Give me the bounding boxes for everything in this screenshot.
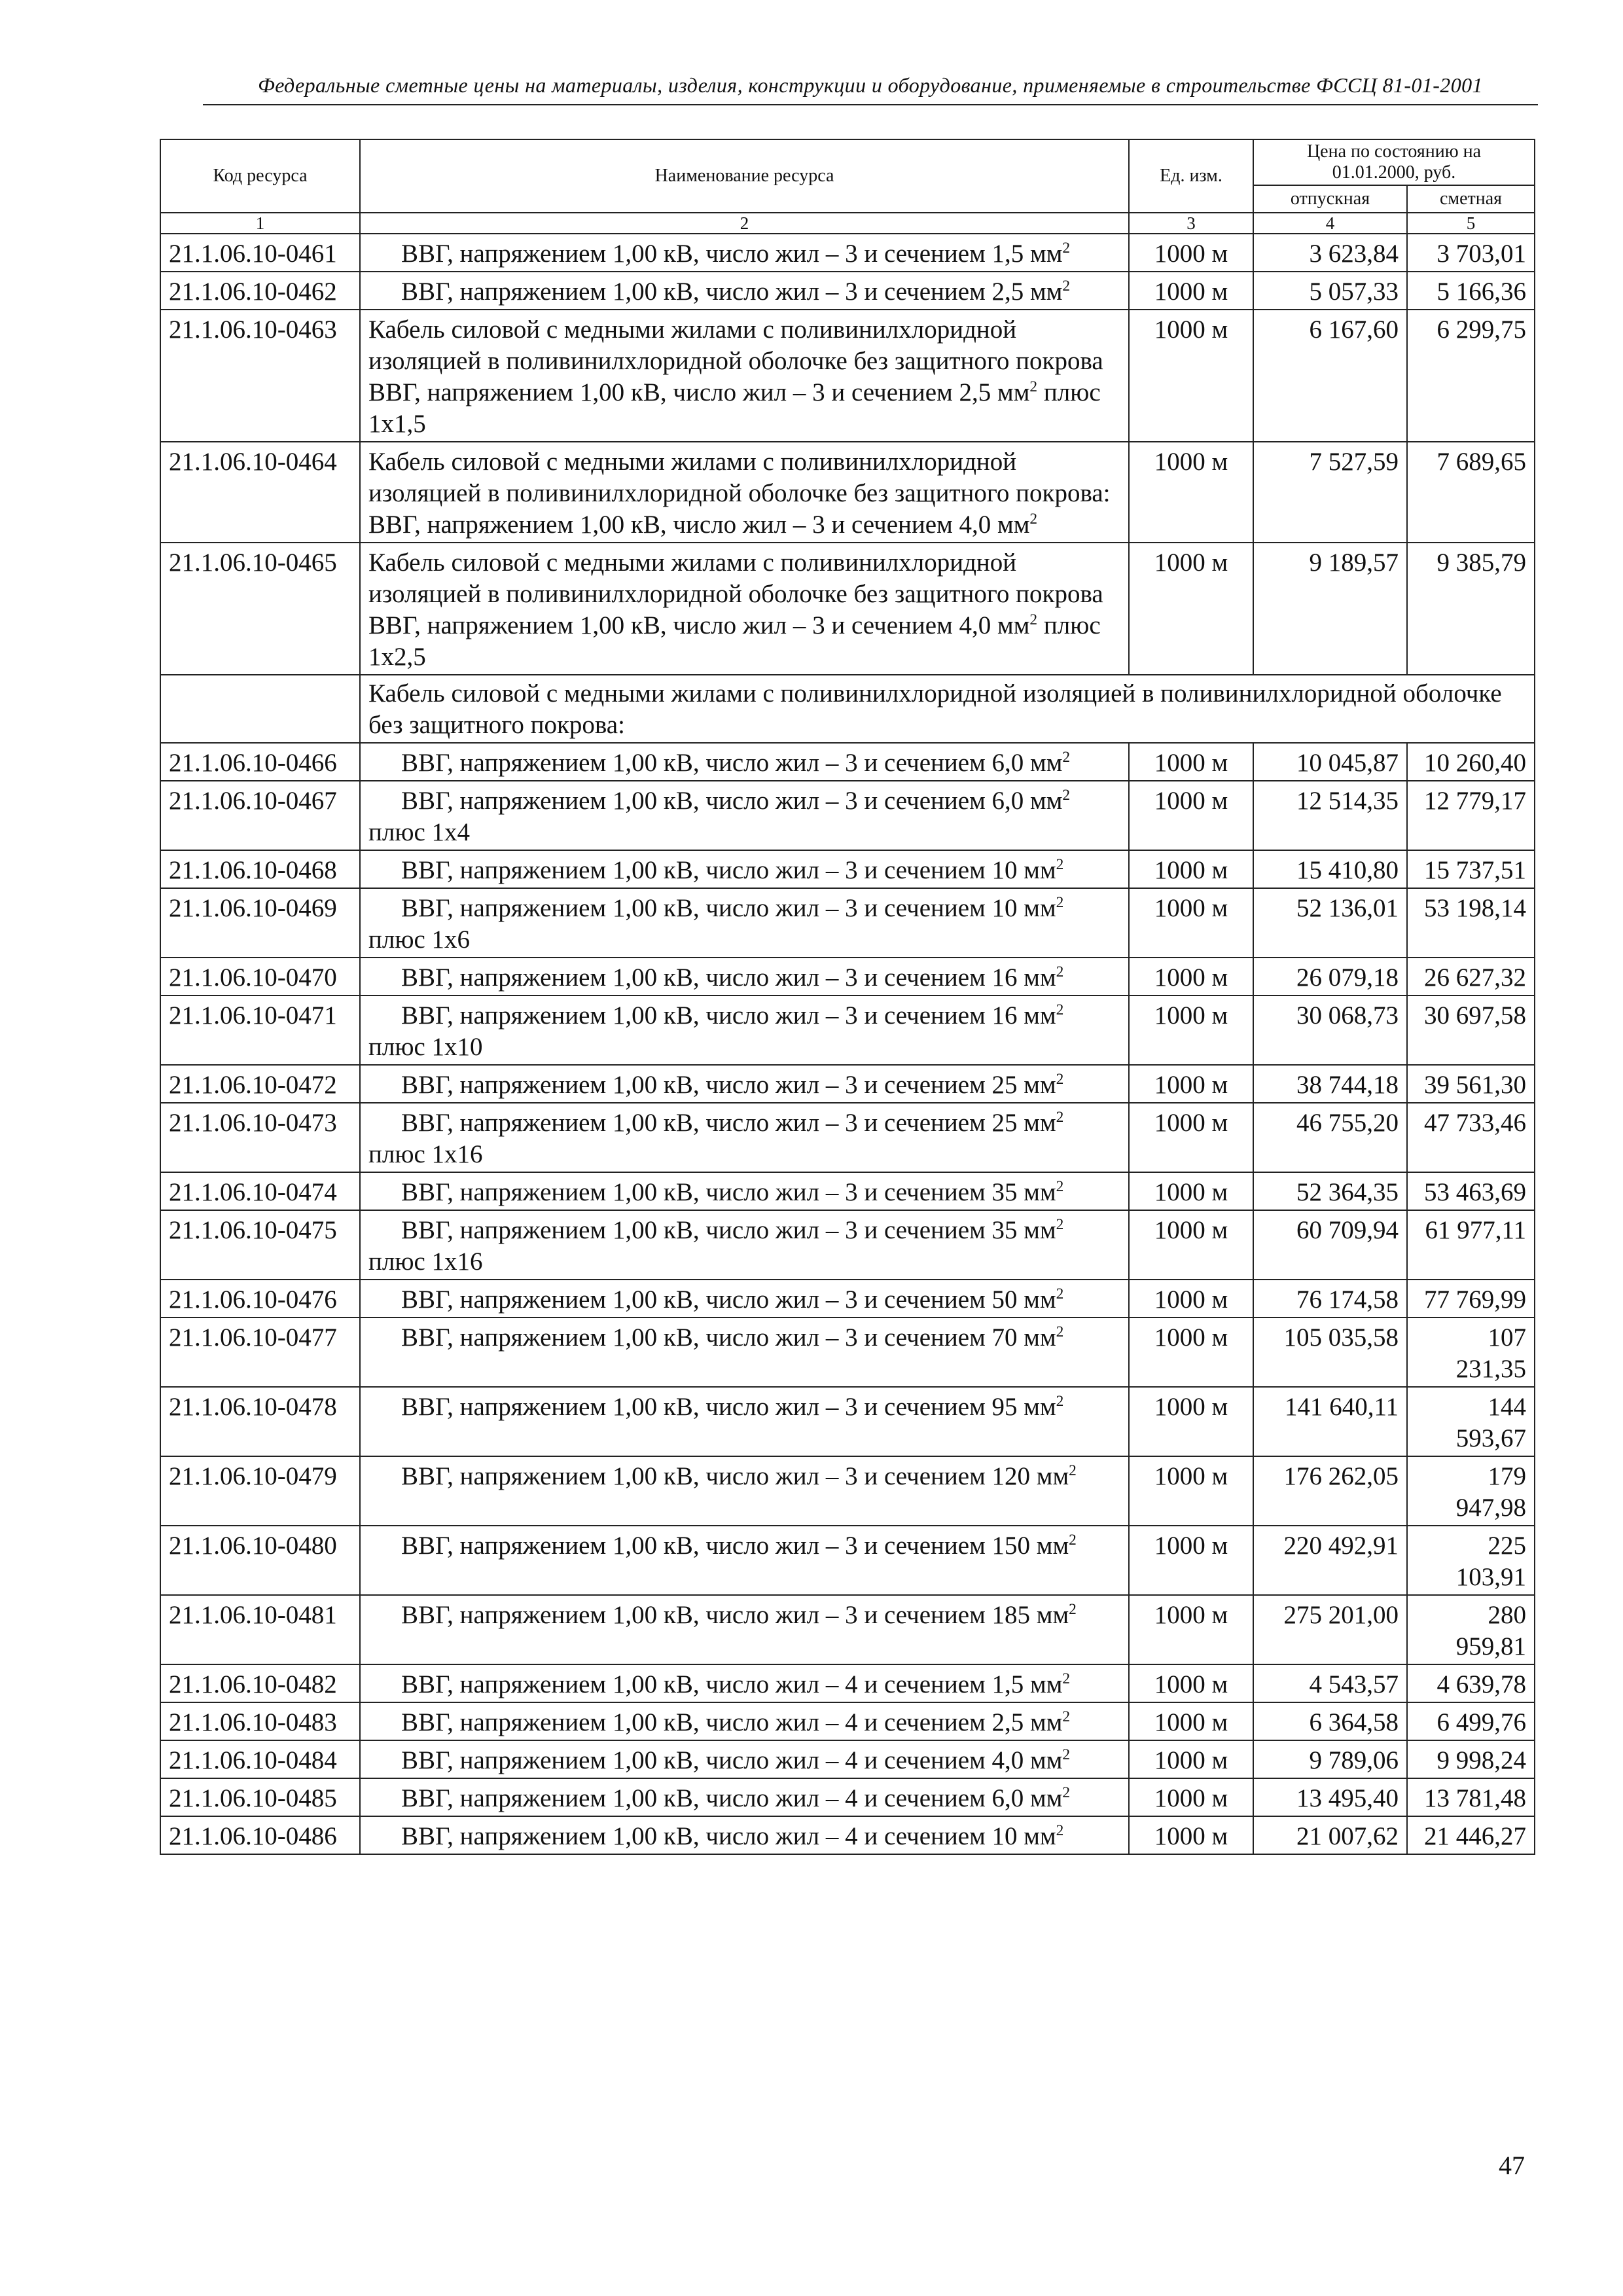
resource-name-cell (360, 958, 1129, 996)
table-body (160, 234, 1535, 1854)
column-number: 1 (160, 213, 360, 234)
resource-name-cell (360, 1816, 1129, 1854)
resource-name-suffix: плюс 1х10 (368, 1033, 483, 1061)
resource-name: ВВГ, напряжением 1,00 кВ, число жил – 3 и сечением 185 мм (401, 1601, 1069, 1629)
resource-code: 21.1.06.10-0483 (160, 1702, 360, 1740)
resource-name: Кабель силовой с медными жилами с поливинилхлоридной изоляцией в поливинилхлоридной оболочке без защитного покрова: ВВГ, напряжением 1,00 кВ, число жил – 3 и сечением 4,0 мм (368, 448, 1111, 539)
unit-of-measure: 1000 м (1129, 234, 1253, 272)
column-number: 4 (1253, 213, 1407, 234)
table-row (160, 958, 1535, 996)
estimate-price: 26 627,32 (1407, 958, 1535, 996)
estimate-price: 7 689,65 (1407, 442, 1535, 543)
resource-name: ВВГ, напряжением 1,00 кВ, число жил – 3 и сечением 10 мм (401, 856, 1056, 884)
unit-exponent: 2 (1056, 1393, 1064, 1410)
resource-name: ВВГ, напряжением 1,00 кВ, число жил – 3 и сечением 95 мм (401, 1393, 1056, 1421)
resource-name-cell (360, 1172, 1129, 1210)
resource-code: 21.1.06.10-0485 (160, 1778, 360, 1816)
resource-code: 21.1.06.10-0477 (160, 1318, 360, 1387)
unit-exponent: 2 (1062, 1670, 1071, 1687)
resource-name-suffix: плюс 1х1,5 (368, 378, 1101, 438)
unit-of-measure: 1000 м (1129, 1065, 1253, 1103)
estimate-price: 107 231,35 (1407, 1318, 1535, 1387)
resource-name-cell (360, 1526, 1129, 1595)
column-number: 2 (360, 213, 1129, 234)
unit-of-measure: 1000 м (1129, 442, 1253, 543)
header-name: Наименование ресурса (360, 139, 1129, 213)
resource-name: ВВГ, напряжением 1,00 кВ, число жил – 4 и сечением 6,0 мм (401, 1784, 1063, 1812)
resource-name: ВВГ, напряжением 1,00 кВ, число жил – 3 и сечением 16 мм (401, 1001, 1056, 1030)
resource-code: 21.1.06.10-0469 (160, 888, 360, 958)
unit-exponent: 2 (1056, 1216, 1064, 1233)
unit-of-measure: 1000 м (1129, 1172, 1253, 1210)
table-row (160, 1210, 1535, 1280)
resource-name: ВВГ, напряжением 1,00 кВ, число жил – 3 и сечением 50 мм (401, 1285, 1056, 1314)
release-price: 176 262,05 (1253, 1456, 1407, 1526)
estimate-price: 53 463,69 (1407, 1172, 1535, 1210)
table-row (160, 1816, 1535, 1854)
header-code: Код ресурса (160, 139, 360, 213)
resource-name-cell (360, 888, 1129, 958)
unit-of-measure: 1000 м (1129, 1702, 1253, 1740)
table-row (160, 1456, 1535, 1526)
unit-exponent: 2 (1062, 787, 1071, 804)
estimate-price: 9 385,79 (1407, 543, 1535, 675)
table-row (160, 1778, 1535, 1816)
estimate-price: 12 779,17 (1407, 781, 1535, 850)
release-price: 76 174,58 (1253, 1280, 1407, 1318)
header-estimate-price: сметная (1407, 185, 1535, 213)
release-price: 13 495,40 (1253, 1778, 1407, 1816)
resource-code: 21.1.06.10-0482 (160, 1664, 360, 1702)
table-row (160, 1526, 1535, 1595)
release-price: 30 068,73 (1253, 996, 1407, 1065)
table-row (160, 888, 1535, 958)
release-price: 275 201,00 (1253, 1595, 1407, 1664)
estimate-price: 47 733,46 (1407, 1103, 1535, 1172)
release-price: 6 364,58 (1253, 1702, 1407, 1740)
unit-exponent: 2 (1062, 1746, 1071, 1763)
table-row (160, 1280, 1535, 1318)
resource-code: 21.1.06.10-0478 (160, 1387, 360, 1456)
release-price: 52 136,01 (1253, 888, 1407, 958)
resource-name: ВВГ, напряжением 1,00 кВ, число жил – 3 и сечением 10 мм (401, 894, 1056, 922)
release-price: 9 189,57 (1253, 543, 1407, 675)
estimate-price: 61 977,11 (1407, 1210, 1535, 1280)
unit-exponent: 2 (1056, 1285, 1064, 1302)
unit-of-measure: 1000 м (1129, 272, 1253, 310)
table-row (160, 543, 1535, 675)
table-row (160, 1172, 1535, 1210)
header-unit: Ед. изм. (1129, 139, 1253, 213)
estimate-price: 3 703,01 (1407, 234, 1535, 272)
resource-name-cell (360, 543, 1129, 675)
resource-code: 21.1.06.10-0471 (160, 996, 360, 1065)
resource-name-cell (360, 234, 1129, 272)
resource-name-cell (360, 1210, 1129, 1280)
unit-of-measure: 1000 м (1129, 958, 1253, 996)
page-number: 47 (1499, 2151, 1525, 2180)
table-row (160, 272, 1535, 310)
resource-code: 21.1.06.10-0467 (160, 781, 360, 850)
resource-name: ВВГ, напряжением 1,00 кВ, число жил – 3 и сечением 16 мм (401, 963, 1056, 992)
resource-name-cell (360, 1740, 1129, 1778)
resource-name-cell (360, 1595, 1129, 1664)
unit-of-measure: 1000 м (1129, 1456, 1253, 1526)
table-row (160, 1702, 1535, 1740)
release-price: 15 410,80 (1253, 850, 1407, 888)
unit-exponent: 2 (1062, 240, 1071, 257)
unit-exponent: 2 (1029, 611, 1038, 628)
release-price: 60 709,94 (1253, 1210, 1407, 1280)
table-row (160, 743, 1535, 781)
unit-exponent: 2 (1056, 1323, 1064, 1340)
resource-name-suffix: плюс 1х4 (368, 818, 471, 846)
estimate-price: 280 959,81 (1407, 1595, 1535, 1664)
resource-name: ВВГ, напряжением 1,00 кВ, число жил – 3 и сечением 150 мм (401, 1532, 1069, 1560)
release-price: 26 079,18 (1253, 958, 1407, 996)
table-row (160, 1103, 1535, 1172)
resource-name-cell (360, 1103, 1129, 1172)
unit-of-measure: 1000 м (1129, 543, 1253, 675)
table-row (160, 442, 1535, 543)
resource-name-cell (360, 1778, 1129, 1816)
resource-name-suffix: плюс 1х2,5 (368, 611, 1101, 671)
unit-exponent: 2 (1056, 1178, 1064, 1195)
unit-exponent: 2 (1062, 1784, 1071, 1801)
resource-name: ВВГ, напряжением 1,00 кВ, число жил – 3 и сечением 6,0 мм (401, 787, 1063, 815)
table-row (160, 850, 1535, 888)
table-row (160, 781, 1535, 850)
estimate-price: 13 781,48 (1407, 1778, 1535, 1816)
unit-of-measure: 1000 м (1129, 1526, 1253, 1595)
estimate-price: 15 737,51 (1407, 850, 1535, 888)
table-row (160, 310, 1535, 442)
table-row (160, 1664, 1535, 1702)
price-table (160, 139, 1535, 1855)
unit-exponent: 2 (1062, 1708, 1071, 1725)
unit-of-measure: 1000 м (1129, 781, 1253, 850)
resource-name: ВВГ, напряжением 1,00 кВ, число жил – 4 и сечением 2,5 мм (401, 1708, 1063, 1736)
estimate-price: 225 103,91 (1407, 1526, 1535, 1595)
resource-code: 21.1.06.10-0476 (160, 1280, 360, 1318)
resource-name-cell (360, 1664, 1129, 1702)
unit-exponent: 2 (1056, 894, 1064, 911)
unit-of-measure: 1000 м (1129, 1778, 1253, 1816)
estimate-price: 5 166,36 (1407, 272, 1535, 310)
resource-name-cell (360, 781, 1129, 850)
resource-name: ВВГ, напряжением 1,00 кВ, число жил – 4 и сечением 4,0 мм (401, 1746, 1063, 1774)
table-row (160, 234, 1535, 272)
release-price: 3 623,84 (1253, 234, 1407, 272)
unit-of-measure: 1000 м (1129, 1816, 1253, 1854)
unit-of-measure: 1000 м (1129, 1210, 1253, 1280)
group-heading: Кабель силовой с медными жилами с поливинилхлоридной изоляцией в поливинилхлоридной оболочке без защитного покрова: (360, 675, 1535, 743)
estimate-price: 179 947,98 (1407, 1456, 1535, 1526)
unit-exponent: 2 (1029, 511, 1038, 528)
resource-code: 21.1.06.10-0480 (160, 1526, 360, 1595)
release-price: 10 045,87 (1253, 743, 1407, 781)
resource-code: 21.1.06.10-0474 (160, 1172, 360, 1210)
estimate-price: 6 499,76 (1407, 1702, 1535, 1740)
resource-name: ВВГ, напряжением 1,00 кВ, число жил – 4 и сечением 1,5 мм (401, 1670, 1063, 1698)
release-price: 46 755,20 (1253, 1103, 1407, 1172)
table-row (160, 1318, 1535, 1387)
running-header: Федеральные сметные цены на материалы, изделия, конструкции и оборудование, применяемые в строительстве ФССЦ 81-01-2001 (203, 73, 1538, 105)
resource-name-cell (360, 442, 1129, 543)
resource-code: 21.1.06.10-0461 (160, 234, 360, 272)
resource-name-cell (360, 1387, 1129, 1456)
estimate-price: 53 198,14 (1407, 888, 1535, 958)
estimate-price: 10 260,40 (1407, 743, 1535, 781)
column-number: 5 (1407, 213, 1535, 234)
unit-of-measure: 1000 м (1129, 743, 1253, 781)
unit-of-measure: 1000 м (1129, 1280, 1253, 1318)
resource-code: 21.1.06.10-0466 (160, 743, 360, 781)
estimate-price: 30 697,58 (1407, 996, 1535, 1065)
table-row (160, 1065, 1535, 1103)
resource-name-cell (360, 310, 1129, 442)
unit-exponent: 2 (1062, 749, 1071, 766)
group-heading-row (160, 675, 1535, 743)
release-price: 7 527,59 (1253, 442, 1407, 543)
unit-exponent: 2 (1069, 1601, 1077, 1618)
unit-of-measure: 1000 м (1129, 1740, 1253, 1778)
table-row (160, 1387, 1535, 1456)
table-row (160, 1740, 1535, 1778)
header-release-price: отпускная (1253, 185, 1407, 213)
release-price: 5 057,33 (1253, 272, 1407, 310)
release-price: 52 364,35 (1253, 1172, 1407, 1210)
resource-name: ВВГ, напряжением 1,00 кВ, число жил – 3 и сечением 35 мм (401, 1178, 1056, 1206)
release-price: 9 789,06 (1253, 1740, 1407, 1778)
resource-code: 21.1.06.10-0470 (160, 958, 360, 996)
estimate-price: 9 998,24 (1407, 1740, 1535, 1778)
release-price: 4 543,57 (1253, 1664, 1407, 1702)
table-row (160, 996, 1535, 1065)
unit-of-measure: 1000 м (1129, 1664, 1253, 1702)
unit-exponent: 2 (1056, 1071, 1064, 1088)
resource-name-suffix: плюс 1х16 (368, 1247, 483, 1276)
release-price: 105 035,58 (1253, 1318, 1407, 1387)
unit-of-measure: 1000 м (1129, 1318, 1253, 1387)
resource-name-cell (360, 1065, 1129, 1103)
resource-name: ВВГ, напряжением 1,00 кВ, число жил – 3 и сечением 70 мм (401, 1323, 1056, 1352)
release-price: 220 492,91 (1253, 1526, 1407, 1595)
release-price: 21 007,62 (1253, 1816, 1407, 1854)
resource-name-cell (360, 1318, 1129, 1387)
unit-of-measure: 1000 м (1129, 850, 1253, 888)
resource-code: 21.1.06.10-0465 (160, 543, 360, 675)
resource-code: 21.1.06.10-0464 (160, 442, 360, 543)
resource-name: ВВГ, напряжением 1,00 кВ, число жил – 3 и сечением 6,0 мм (401, 749, 1063, 777)
resource-name-cell (360, 743, 1129, 781)
unit-exponent: 2 (1062, 278, 1071, 295)
resource-name-cell (360, 1456, 1129, 1526)
resource-name: ВВГ, напряжением 1,00 кВ, число жил – 3 и сечением 1,5 мм (401, 240, 1063, 268)
resource-name: Кабель силовой с медными жилами с поливинилхлоридной изоляцией в поливинилхлоридной оболочке без защитного покрова ВВГ, напряжением 1,00 кВ, число жил – 3 и сечением 2,5 мм (368, 315, 1103, 406)
resource-name: ВВГ, напряжением 1,00 кВ, число жил – 3 и сечением 35 мм (401, 1216, 1056, 1244)
resource-code: 21.1.06.10-0473 (160, 1103, 360, 1172)
resource-code: 21.1.06.10-0479 (160, 1456, 360, 1526)
resource-name-suffix: плюс 1х6 (368, 925, 471, 954)
release-price: 6 167,60 (1253, 310, 1407, 442)
estimate-price: 6 299,75 (1407, 310, 1535, 442)
resource-name: ВВГ, напряжением 1,00 кВ, число жил – 3 и сечением 120 мм (401, 1462, 1069, 1490)
unit-of-measure: 1000 м (1129, 1103, 1253, 1172)
table-row (160, 1595, 1535, 1664)
unit-of-measure: 1000 м (1129, 996, 1253, 1065)
resource-code: 21.1.06.10-0484 (160, 1740, 360, 1778)
unit-exponent: 2 (1056, 963, 1064, 980)
unit-of-measure: 1000 м (1129, 888, 1253, 958)
unit-exponent: 2 (1056, 856, 1064, 873)
release-price: 12 514,35 (1253, 781, 1407, 850)
column-number-row (160, 213, 1535, 234)
resource-name: ВВГ, напряжением 1,00 кВ, число жил – 3 и сечением 2,5 мм (401, 278, 1063, 306)
unit-exponent: 2 (1029, 378, 1038, 395)
resource-code: 21.1.06.10-0468 (160, 850, 360, 888)
estimate-price: 77 769,99 (1407, 1280, 1535, 1318)
resource-code: 21.1.06.10-0463 (160, 310, 360, 442)
resource-name-cell (360, 996, 1129, 1065)
estimate-price: 144 593,67 (1407, 1387, 1535, 1456)
resource-name-cell (360, 272, 1129, 310)
resource-code: 21.1.06.10-0486 (160, 1816, 360, 1854)
resource-name: Кабель силовой с медными жилами с поливинилхлоридной изоляцией в поливинилхлоридной оболочке без защитного покрова ВВГ, напряжением 1,00 кВ, число жил – 3 и сечением 4,0 мм (368, 548, 1103, 639)
resource-code: 21.1.06.10-0475 (160, 1210, 360, 1280)
unit-exponent: 2 (1056, 1001, 1064, 1018)
resource-name: ВВГ, напряжением 1,00 кВ, число жил – 4 и сечением 10 мм (401, 1822, 1056, 1850)
resource-name-cell (360, 1280, 1129, 1318)
unit-of-measure: 1000 м (1129, 1595, 1253, 1664)
header-price-group: Цена по состоянию на 01.01.2000, руб. (1253, 139, 1535, 185)
unit-of-measure: 1000 м (1129, 310, 1253, 442)
unit-exponent: 2 (1069, 1532, 1077, 1549)
resource-name-cell (360, 850, 1129, 888)
resource-name-cell (360, 1702, 1129, 1740)
resource-code: 21.1.06.10-0462 (160, 272, 360, 310)
estimate-price: 21 446,27 (1407, 1816, 1535, 1854)
resource-code: 21.1.06.10-0481 (160, 1595, 360, 1664)
unit-exponent: 2 (1056, 1822, 1064, 1839)
release-price: 141 640,11 (1253, 1387, 1407, 1456)
group-empty-cell (160, 675, 360, 743)
resource-name: ВВГ, напряжением 1,00 кВ, число жил – 3 и сечением 25 мм (401, 1071, 1056, 1099)
resource-code: 21.1.06.10-0472 (160, 1065, 360, 1103)
estimate-price: 39 561,30 (1407, 1065, 1535, 1103)
unit-exponent: 2 (1069, 1462, 1077, 1479)
unit-of-measure: 1000 м (1129, 1387, 1253, 1456)
estimate-price: 4 639,78 (1407, 1664, 1535, 1702)
unit-exponent: 2 (1056, 1109, 1064, 1126)
column-number: 3 (1129, 213, 1253, 234)
resource-name-suffix: плюс 1х16 (368, 1140, 483, 1168)
release-price: 38 744,18 (1253, 1065, 1407, 1103)
resource-name: ВВГ, напряжением 1,00 кВ, число жил – 3 и сечением 25 мм (401, 1109, 1056, 1137)
